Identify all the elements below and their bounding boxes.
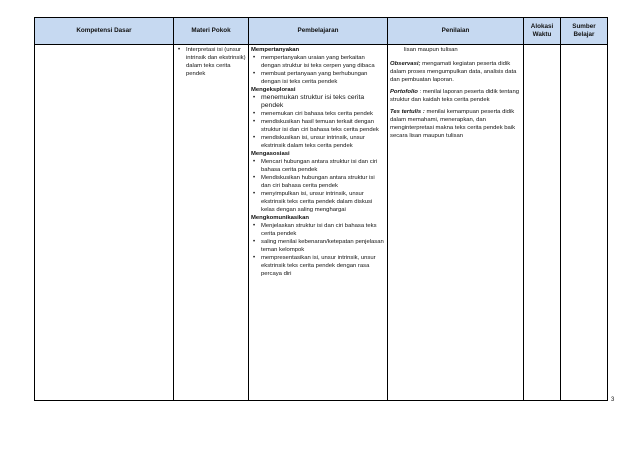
list-item: • mempresentasikan isi, unsur intrinsik, unsur ekstrinsik teks cerita pendek dengan rasa percaya diri: [251, 254, 385, 278]
tes-tertulis-label: Tes tertulis :: [390, 109, 425, 115]
penilaian-portofolio: [390, 88, 521, 104]
list-item: • Mencari hubungan antara struktur isi dan ciri bahasa cerita pendek: [251, 158, 385, 174]
kompetensi-dasar-cell: [35, 45, 174, 401]
section-mempertanyakan-title: Mempertanyakan: [251, 47, 300, 53]
penilaian-top-text: lisan maupun tulisan: [404, 47, 458, 53]
content-row: [35, 45, 608, 401]
list-item: • membuat pertanyaan yang berhubungan dengan isi teks cerita pendek: [251, 70, 385, 86]
portofolio-label: Portofolio: [390, 89, 418, 95]
header-pembelajaran: Pembelajaran: [249, 18, 388, 45]
header-kompetensi-dasar: Kompetensi Dasar: [35, 18, 174, 45]
pembelajaran-cell: [249, 45, 388, 401]
list-item: • mendiskusikan isi, unsur intrinsik, unsur ekstrinsik dalam teks cerita pendek: [251, 134, 385, 150]
list-item: • menyimpulkan isi, unsur intrinsik, unsur ekstrinsik teks cerita pendek dalam diskusi kelas dengan saling menghargai: [251, 190, 385, 214]
materi-pokok-item: • Interpretasi isi (unsur intrinsik dan ekstrinsik) dalam teks cerita pendek: [176, 46, 246, 78]
portofolio-text: : menilai laporan peserta didik tentang struktur dan kaidah teks cerita pendek: [390, 89, 519, 103]
observasi-label: Observasi;: [390, 61, 421, 67]
page-number: 3: [611, 397, 615, 403]
sumber-belajar-cell: [561, 45, 608, 401]
alokasi-waktu-cell: [524, 45, 561, 401]
syllabus-table: [34, 17, 608, 401]
list-item: • saling menilai kebenaran/ketepatan penjelasan teman kelompok: [251, 238, 385, 254]
list-item: • menemukan struktur isi teks cerita pendek: [251, 94, 385, 110]
mengasosiasi-list: [251, 158, 385, 214]
sumber-belajar-text: [561, 45, 607, 48]
header-sumber-belajar: Sumber Belajar: [561, 18, 608, 45]
header-materi-pokok: Materi Pokok: [174, 18, 249, 45]
header-row: [35, 18, 608, 45]
mengeksplorasi-list: [251, 94, 385, 150]
penilaian-observasi: [390, 60, 521, 84]
header-penilaian: Penilaian: [388, 18, 524, 45]
mempertanyakan-list: [251, 54, 385, 86]
list-item: • mempertanyakan uraian yang berkaitan dengan struktur isi teks cerpen yang dibaca: [251, 54, 385, 70]
header-alokasi-waktu: Alokasi Waktu: [524, 18, 561, 45]
alokasi-waktu-text: [524, 45, 560, 48]
list-item: • mendiskusikan hasil temuan terkait dengan struktur isi dan ciri bahasa teks cerita pendek: [251, 118, 385, 134]
materi-pokok-list: [176, 46, 246, 78]
observasi-text: mengamati kegiatan peserta didik dalam proses mengumpulkan data, analisis data dan pembuatan laporan.: [390, 61, 517, 83]
list-item: • Menjelaskan struktur isi dan ciri bahasa teks cerita pendek: [251, 222, 385, 238]
penilaian-cell: [388, 45, 524, 401]
mengkomunikasikan-list: [251, 222, 385, 278]
list-item: • menemukan ciri bahasa teks cerita pendek: [251, 110, 385, 118]
tes-tertulis-text: menilai kemampuan peserta didik dalam memahami, menerapkan, dan menginterpretasi makna teks cerita pendek baik secara lisan maupun tulisan: [390, 109, 516, 139]
section-mengasosiasi-title: Mengasosiasi: [251, 151, 290, 157]
materi-pokok-cell: [174, 45, 249, 401]
list-item: • Mendiskusikan hubungan antara struktur isi dan ciri bahasa cerita pendek: [251, 174, 385, 190]
penilaian-tes-tertulis: [390, 108, 521, 140]
section-mengeksplorasi-title: Mengeksplorasi: [251, 87, 296, 93]
section-mengkomunikasikan-title: Mengkomunikasikan: [251, 215, 309, 221]
kompetensi-dasar-text: [35, 45, 173, 48]
